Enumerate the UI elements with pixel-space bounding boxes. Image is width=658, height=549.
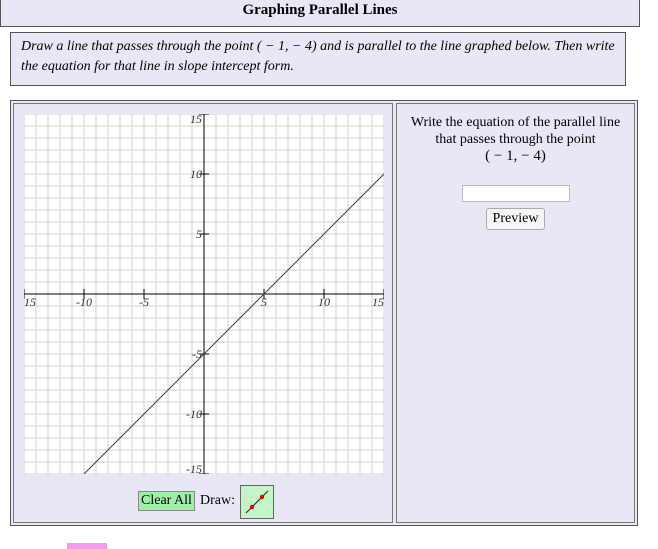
instructions-box <box>10 32 626 86</box>
answer-point: ( − 1, − 4) <box>485 148 546 164</box>
page-title: Graphing Parallel Lines <box>242 2 398 18</box>
x-tick-label: -5 <box>139 295 149 309</box>
equation-input[interactable] <box>462 185 570 202</box>
x-tick-label: -10 <box>76 295 92 309</box>
y-tick-label: -15 <box>186 462 202 474</box>
line-segment-icon <box>241 486 273 518</box>
graph-panel <box>13 103 393 523</box>
footer-button[interactable] <box>67 543 107 549</box>
line-segment-tool-button[interactable] <box>240 485 274 519</box>
y-tick-label: 5 <box>196 227 202 241</box>
page-title-bar <box>0 0 640 27</box>
main-panel <box>10 100 638 526</box>
instructions-text: Draw a line that passes through the point ( − 1, − 4) and is parallel to the line graphed below. Then write the equation for that line in slope intercept form. <box>21 39 615 74</box>
clear-all-button[interactable]: Clear All <box>138 491 195 511</box>
answer-prompt: Write the equation of the parallel line that passes through the point <box>410 115 621 147</box>
answer-panel <box>396 103 635 523</box>
draw-label: Draw: <box>200 493 235 508</box>
preview-button[interactable]: Preview <box>486 208 546 230</box>
y-tick-label: 10 <box>190 167 202 181</box>
y-tick-label: -5 <box>192 347 202 361</box>
coordinate-graph[interactable] <box>24 114 384 474</box>
x-tick-label: 10 <box>318 295 330 309</box>
y-tick-label: -10 <box>186 407 202 421</box>
x-tick-label: 15 <box>372 295 384 309</box>
x-tick-label: 15 <box>24 295 36 309</box>
x-tick-label: 5 <box>261 295 267 309</box>
y-tick-label: 15 <box>190 114 202 126</box>
